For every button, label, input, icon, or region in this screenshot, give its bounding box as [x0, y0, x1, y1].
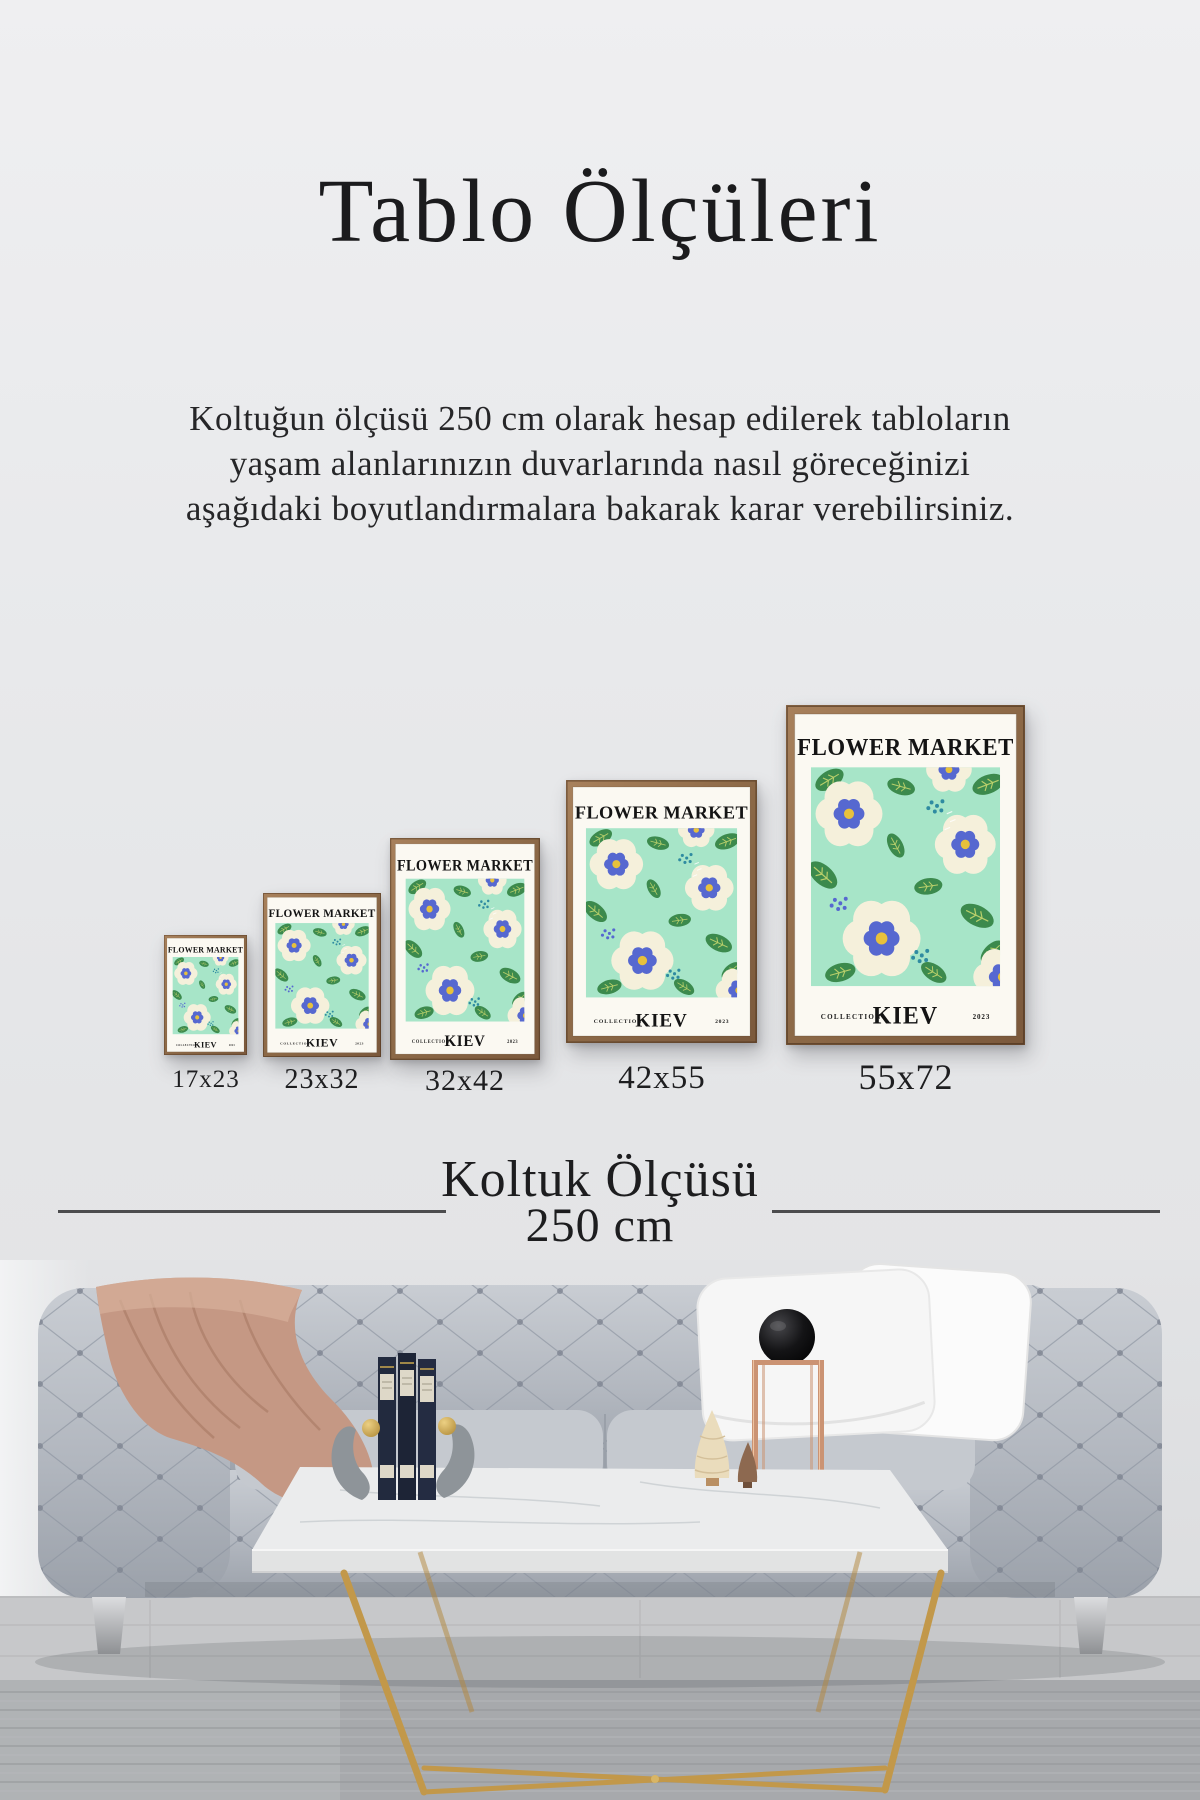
size-label-17x23: 17x23 [172, 1066, 240, 1093]
poster-frame-32x42 [390, 838, 540, 1060]
description-line-3: aşağıdaki boyutlandırmalara bakarak karar verebilirsiniz. [185, 489, 1015, 528]
size-guide-description [40, 396, 1160, 531]
size-label-23x32: 23x32 [284, 1064, 360, 1095]
sofa-photo [0, 1260, 1200, 1800]
measure-rule-left [58, 1210, 446, 1213]
size-label-32x42: 32x42 [425, 1064, 505, 1097]
sofa-measure-value: 250 cm [525, 1199, 675, 1252]
poster-frame-55x72 [786, 705, 1025, 1045]
gold-knob-left [362, 1419, 380, 1437]
description-line-1: Koltuğun ölçüsü 250 cm olarak hesap edilerek tabloların [189, 399, 1011, 438]
size-label-42x55: 42x55 [618, 1060, 706, 1096]
sofa-measure-label: Koltuk Ölçüsü [441, 1151, 759, 1208]
measure-rule-right [772, 1210, 1160, 1213]
decor-sphere [759, 1309, 815, 1365]
gold-knob-right [438, 1417, 456, 1435]
poster-frame-17x23 [164, 935, 247, 1055]
page-title: Tablo Ölçüleri [318, 162, 882, 261]
size-label-55x72: 55x72 [858, 1057, 954, 1097]
books [378, 1353, 436, 1500]
poster-frame-23x32 [263, 893, 381, 1057]
poster-frame-42x55 [566, 780, 757, 1043]
pillow-left [696, 1268, 936, 1442]
sofa-leg-left [92, 1597, 126, 1654]
description-line-2: yaşam alanlarınızın duvarlarında nasıl göreceğinizi [229, 444, 971, 483]
